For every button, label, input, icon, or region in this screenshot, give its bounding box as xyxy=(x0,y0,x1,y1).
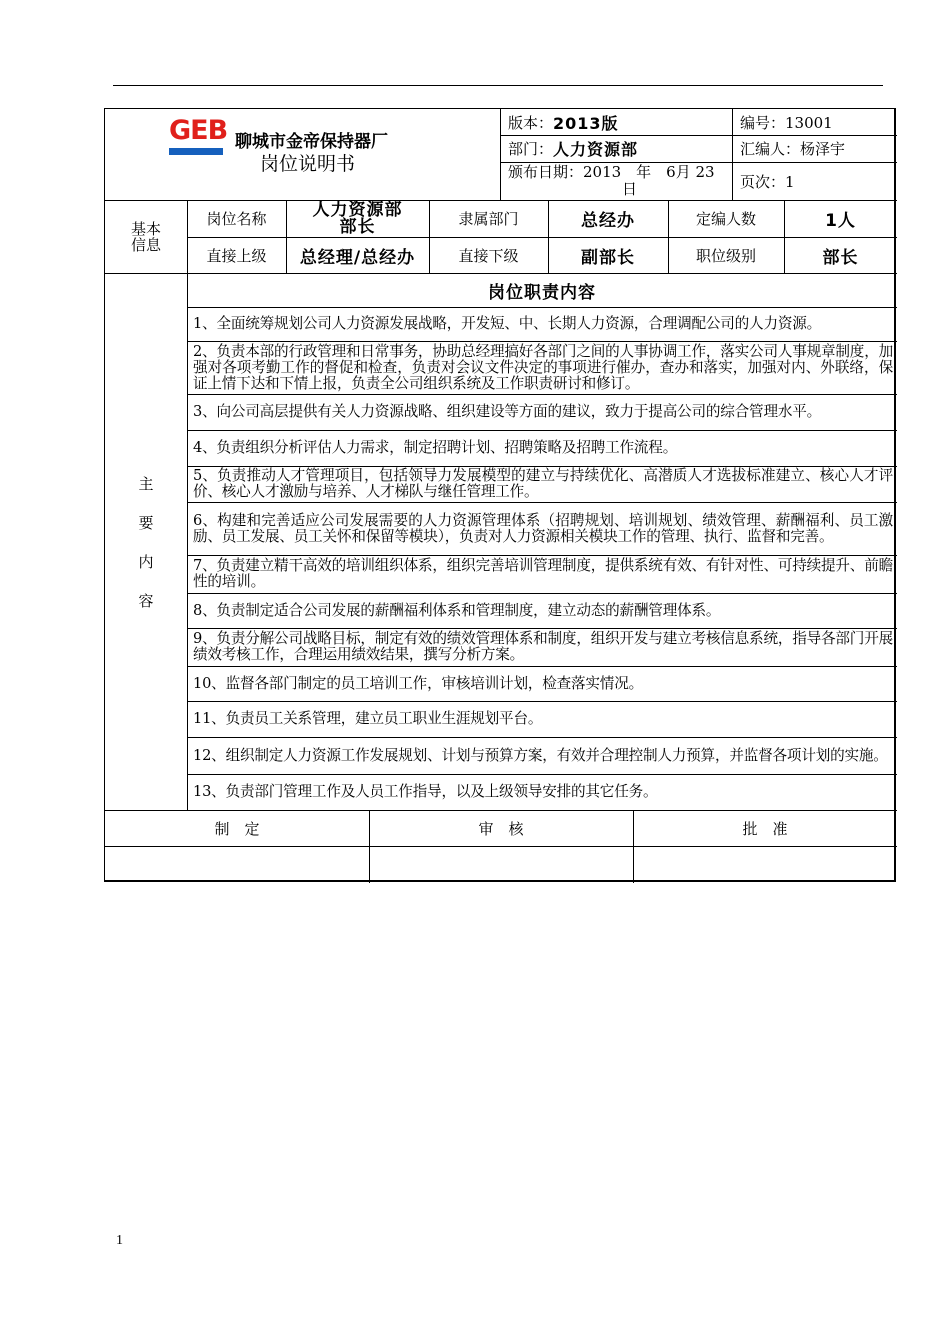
page-cell: 页次：1 xyxy=(740,172,795,191)
duty-item: 10、监督各部门制定的员工培训工作，审核培训计划，检查落实情况。 xyxy=(193,674,643,692)
duty-item: 6、构建和完善适应公司发展需要的人力资源管理体系（招聘规划、培训规划、绩效管理、薪酬福利、员工激励、员工发展、员工关怀和保留等模块），负责对人力资源相关模块工作的管理、执行、监督和完善。 xyxy=(193,511,893,545)
main-label-char: 要 xyxy=(138,513,154,532)
post-name-value xyxy=(286,200,429,237)
review-signature[interactable] xyxy=(369,846,633,882)
post-name-line-1: 人力资源部 xyxy=(312,199,403,220)
date-line-1: 颁布日期：2013 年 6月 23 xyxy=(508,163,715,181)
post-name-label: 岗位名称 xyxy=(206,210,267,228)
dept-belong-value: 总经办 xyxy=(581,211,635,231)
approve-signature[interactable] xyxy=(633,846,897,882)
duty-item: 3、向公司高层提供有关人力资源战略、组织建设等方面的建议，致力于提高公司的综合管理水平。 xyxy=(193,403,822,420)
basic-label-line-1: 基本 xyxy=(130,219,161,238)
prepare-signature[interactable] xyxy=(105,846,369,882)
company-logo xyxy=(169,117,227,155)
dept-value: 人力资源部 xyxy=(553,140,639,159)
version-value: 2013版 xyxy=(553,113,619,133)
code-cell: 编号：13001 xyxy=(740,113,833,132)
main-label-char: 容 xyxy=(138,591,154,610)
duty-item: 13、负责部门管理工作及人员工作指导，以及上级领导安排的其它任务。 xyxy=(193,783,658,800)
headcount-label: 定编人数 xyxy=(695,210,756,228)
date-cell xyxy=(500,162,732,200)
header-rule xyxy=(113,85,883,86)
subordinate-value: 副部长 xyxy=(581,247,635,268)
duty-item: 5、负责推动人才管理项目，包括领导力发展模型的建立与持续优化、高潜质人才选拔标准建立、核心人才评价、核心人才激励与培养、人才梯队与继任管理工作。 xyxy=(193,467,893,500)
post-name-line-2: 部长 xyxy=(339,216,376,237)
headcount-value: 1人 xyxy=(825,211,856,231)
logo-text: GEB xyxy=(169,115,228,146)
approve-label: 批 准 xyxy=(742,819,788,838)
review-label: 审 核 xyxy=(478,819,524,838)
main-label-char: 主 xyxy=(138,474,154,493)
dept-cell xyxy=(500,135,732,162)
version-label: 版本： xyxy=(508,113,554,132)
date-line-2: 日 xyxy=(622,180,638,198)
dept-label: 部门： xyxy=(508,140,554,158)
duty-item: 2、负责本部的行政管理和日常事务，协助总经理搞好各部门之间的人事协调工作，落实公司人事规章制度，加强对各项考勤工作的督促和检查，负责对会议文件决定的事项进行催办，查办和落实，加强对内、外联络，保证上情下达和下情上报，负责全公司组织系统及工作职责研讨和修订。 xyxy=(193,342,893,392)
main-content-label xyxy=(105,273,187,810)
basic-info-label xyxy=(105,200,187,273)
basic-label-line-2: 信息 xyxy=(130,235,161,254)
dept-belong-label: 隶属部门 xyxy=(458,210,519,228)
duty-item: 7、负责建立精干高效的培训组织体系，组织完善培训管理制度，提供系统有效、有针对性、可持续提升、前瞻性的培训。 xyxy=(193,557,893,590)
duties-title: 岗位职责内容 xyxy=(488,282,596,303)
duty-item: 8、负责制定适合公司发展的薪酬福利体系和管理制度，建立动态的薪酬管理体系。 xyxy=(193,601,721,619)
duty-item: 1、全面统筹规划公司人力资源发展战略，开发短、中、长期人力资源，合理调配公司的人力资源。 xyxy=(193,315,822,332)
version-cell xyxy=(500,109,732,135)
document-title: 岗位说明书 xyxy=(260,153,356,175)
duty-item: 11、负责员工关系管理，建立员工职业生涯规划平台。 xyxy=(193,710,543,727)
duty-item: 4、负责组织分析评估人力需求，制定招聘计划、招聘策略及招聘工作流程。 xyxy=(193,439,678,456)
subordinate-label: 直接下级 xyxy=(458,246,519,265)
duty-item: 9、负责分解公司战略目标，制定有效的绩效管理体系和制度，组织开发与建立考核信息系统，指导各部门开展绩效考核工作，合理运用绩效结果，撰写分析方案。 xyxy=(193,630,893,663)
company-name: 聊城市金帝保持器厂 xyxy=(235,132,388,152)
superior-value: 总经理/总经办 xyxy=(299,247,416,268)
compiler-cell: 汇编人：杨泽宇 xyxy=(740,140,846,158)
logo-bar xyxy=(169,148,223,155)
superior-label: 直接上级 xyxy=(206,246,267,265)
job-description-form xyxy=(104,108,896,882)
level-label: 职位级别 xyxy=(695,246,756,265)
page-number: 1 xyxy=(116,1233,123,1248)
main-label-char: 内 xyxy=(138,552,154,571)
duty-item: 12、组织制定人力资源工作发展规划、计划与预算方案，有效并合理控制人力预算，并监督各项计划的实施。 xyxy=(193,746,888,764)
level-value: 部长 xyxy=(822,247,859,268)
prepare-label: 制 定 xyxy=(214,819,260,838)
